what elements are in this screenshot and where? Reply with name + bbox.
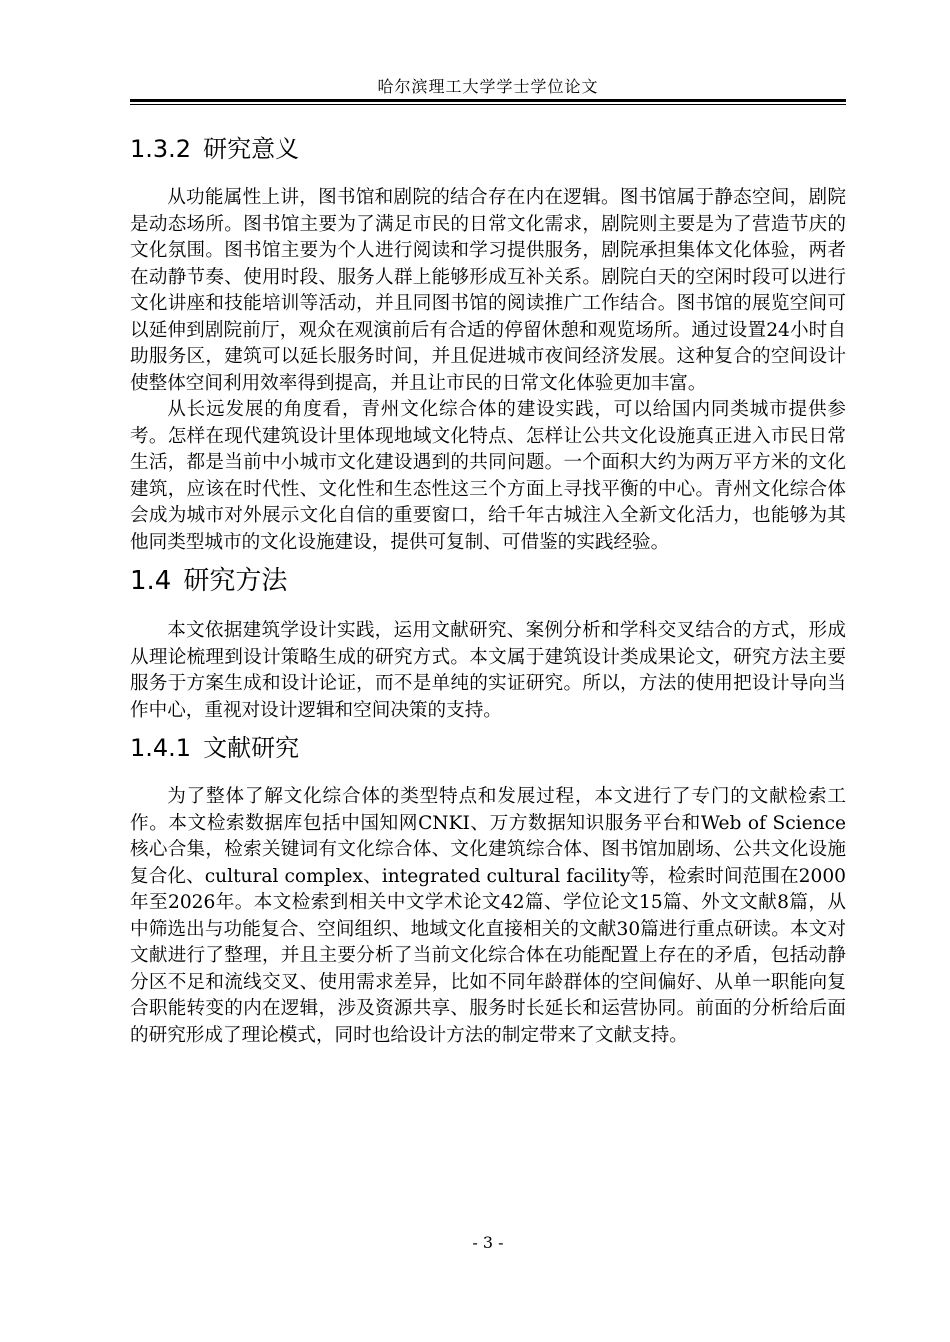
heading-number: 1.4.1 [130,734,192,762]
heading-1-4-1 [130,730,846,766]
heading-1-4 [130,562,846,600]
running-header-title: 哈尔滨理工大学学士学位论文 [377,77,599,96]
header-rule-thin [130,104,846,105]
heading-number: 1.3.2 [130,135,192,163]
heading-number: 1.4 [130,566,172,596]
page-body [130,131,846,1049]
page-number: - 3 - [472,1233,504,1252]
heading-title: 研究方法 [183,566,288,596]
header-rule-thick [130,99,846,102]
paragraph: 为了整体了解文化综合体的类型特点和发展过程，本文进行了专门的文献检索工作。本文检索数据库包括中国知网CNKI、万方数据知识服务平台和Web of Science核心合集，检索关键词有文化综合体、文化建筑综合体、图书馆加剧场、公共文化设施复合化、cultural complex、integrated cultural facility等，检索时间范围在2000年至2026年。本文检索到相关中文学术论文42篇、学位论文15篇、外文文献8篇，从中筛选出与功能复合、空间组织、地域文化直接相关的文献30篇进行重点研读。本文对文献进行了整理，并且主要分析了当前文化综合体在功能配置上存在的矛盾，包括动静分区不足和流线交叉、使用需求差异，比如不同年龄群体的空间偏好、从单一职能向复合职能转变的内在逻辑，涉及资源共享、服务时长延长和运营协同。前面的分析给后面的研究形成了理论模式，同时也给设计方法的制定带来了文献支持。 [130,786,846,1046]
heading-title: 研究意义 [203,135,300,163]
paragraph: 从长远发展的角度看，青州文化综合体的建设实践，可以给国内同类城市提供参考。怎样在现代建筑设计里体现地域文化特点、怎样让公共文化设施真正进入市民日常生活，都是当前中小城市文化建设遇到的共同问题。一个面积大约为两万平方米的文化建筑，应该在时代性、文化性和生态性这三个方面上寻找平衡的中心。青州文化综合体会成为城市对外展示文化自信的重要窗口，给千年古城注入全新文化活力，也能够为其他同类型城市的文化设施建设，提供可复制、可借鉴的实践经验。 [130,399,846,553]
heading-1-3-2 [130,131,846,167]
paragraph: 从功能属性上讲，图书馆和剧院的结合存在内在逻辑。图书馆属于静态空间，剧院是动态场所。图书馆主要为了满足市民的日常文化需求，剧院则主要是为了营造节庆的文化氛围。图书馆主要为个人进行阅读和学习提供服务，剧院承担集体文化体验，两者在动静节奏、使用时段、服务人群上能够形成互补关系。剧院白天的空闲时段可以进行文化讲座和技能培训等活动，并且同图书馆的阅读推广工作结合。图书馆的展览空间可以延伸到剧院前厅，观众在观演前后有合适的停留休憩和观览场所。通过设置24小时自助服务区，建筑可以延长服务时间，并且促进城市夜间经济发展。这种复合的空间设计使整体空间利用效率得到提高，并且让市民的日常文化体验更加丰富。 [130,187,846,394]
heading-title: 文献研究 [203,734,300,762]
paragraph: 本文依据建筑学设计实践，运用文献研究、案例分析和学科交叉结合的方式，形成从理论梳理到设计策略生成的研究方式。本文属于建筑设计类成果论文，研究方法主要服务于方案生成和设计论证，而不是单纯的实证研究。所以，方法的使用把设计导向当作中心，重视对设计逻辑和空间决策的支持。 [130,620,846,721]
